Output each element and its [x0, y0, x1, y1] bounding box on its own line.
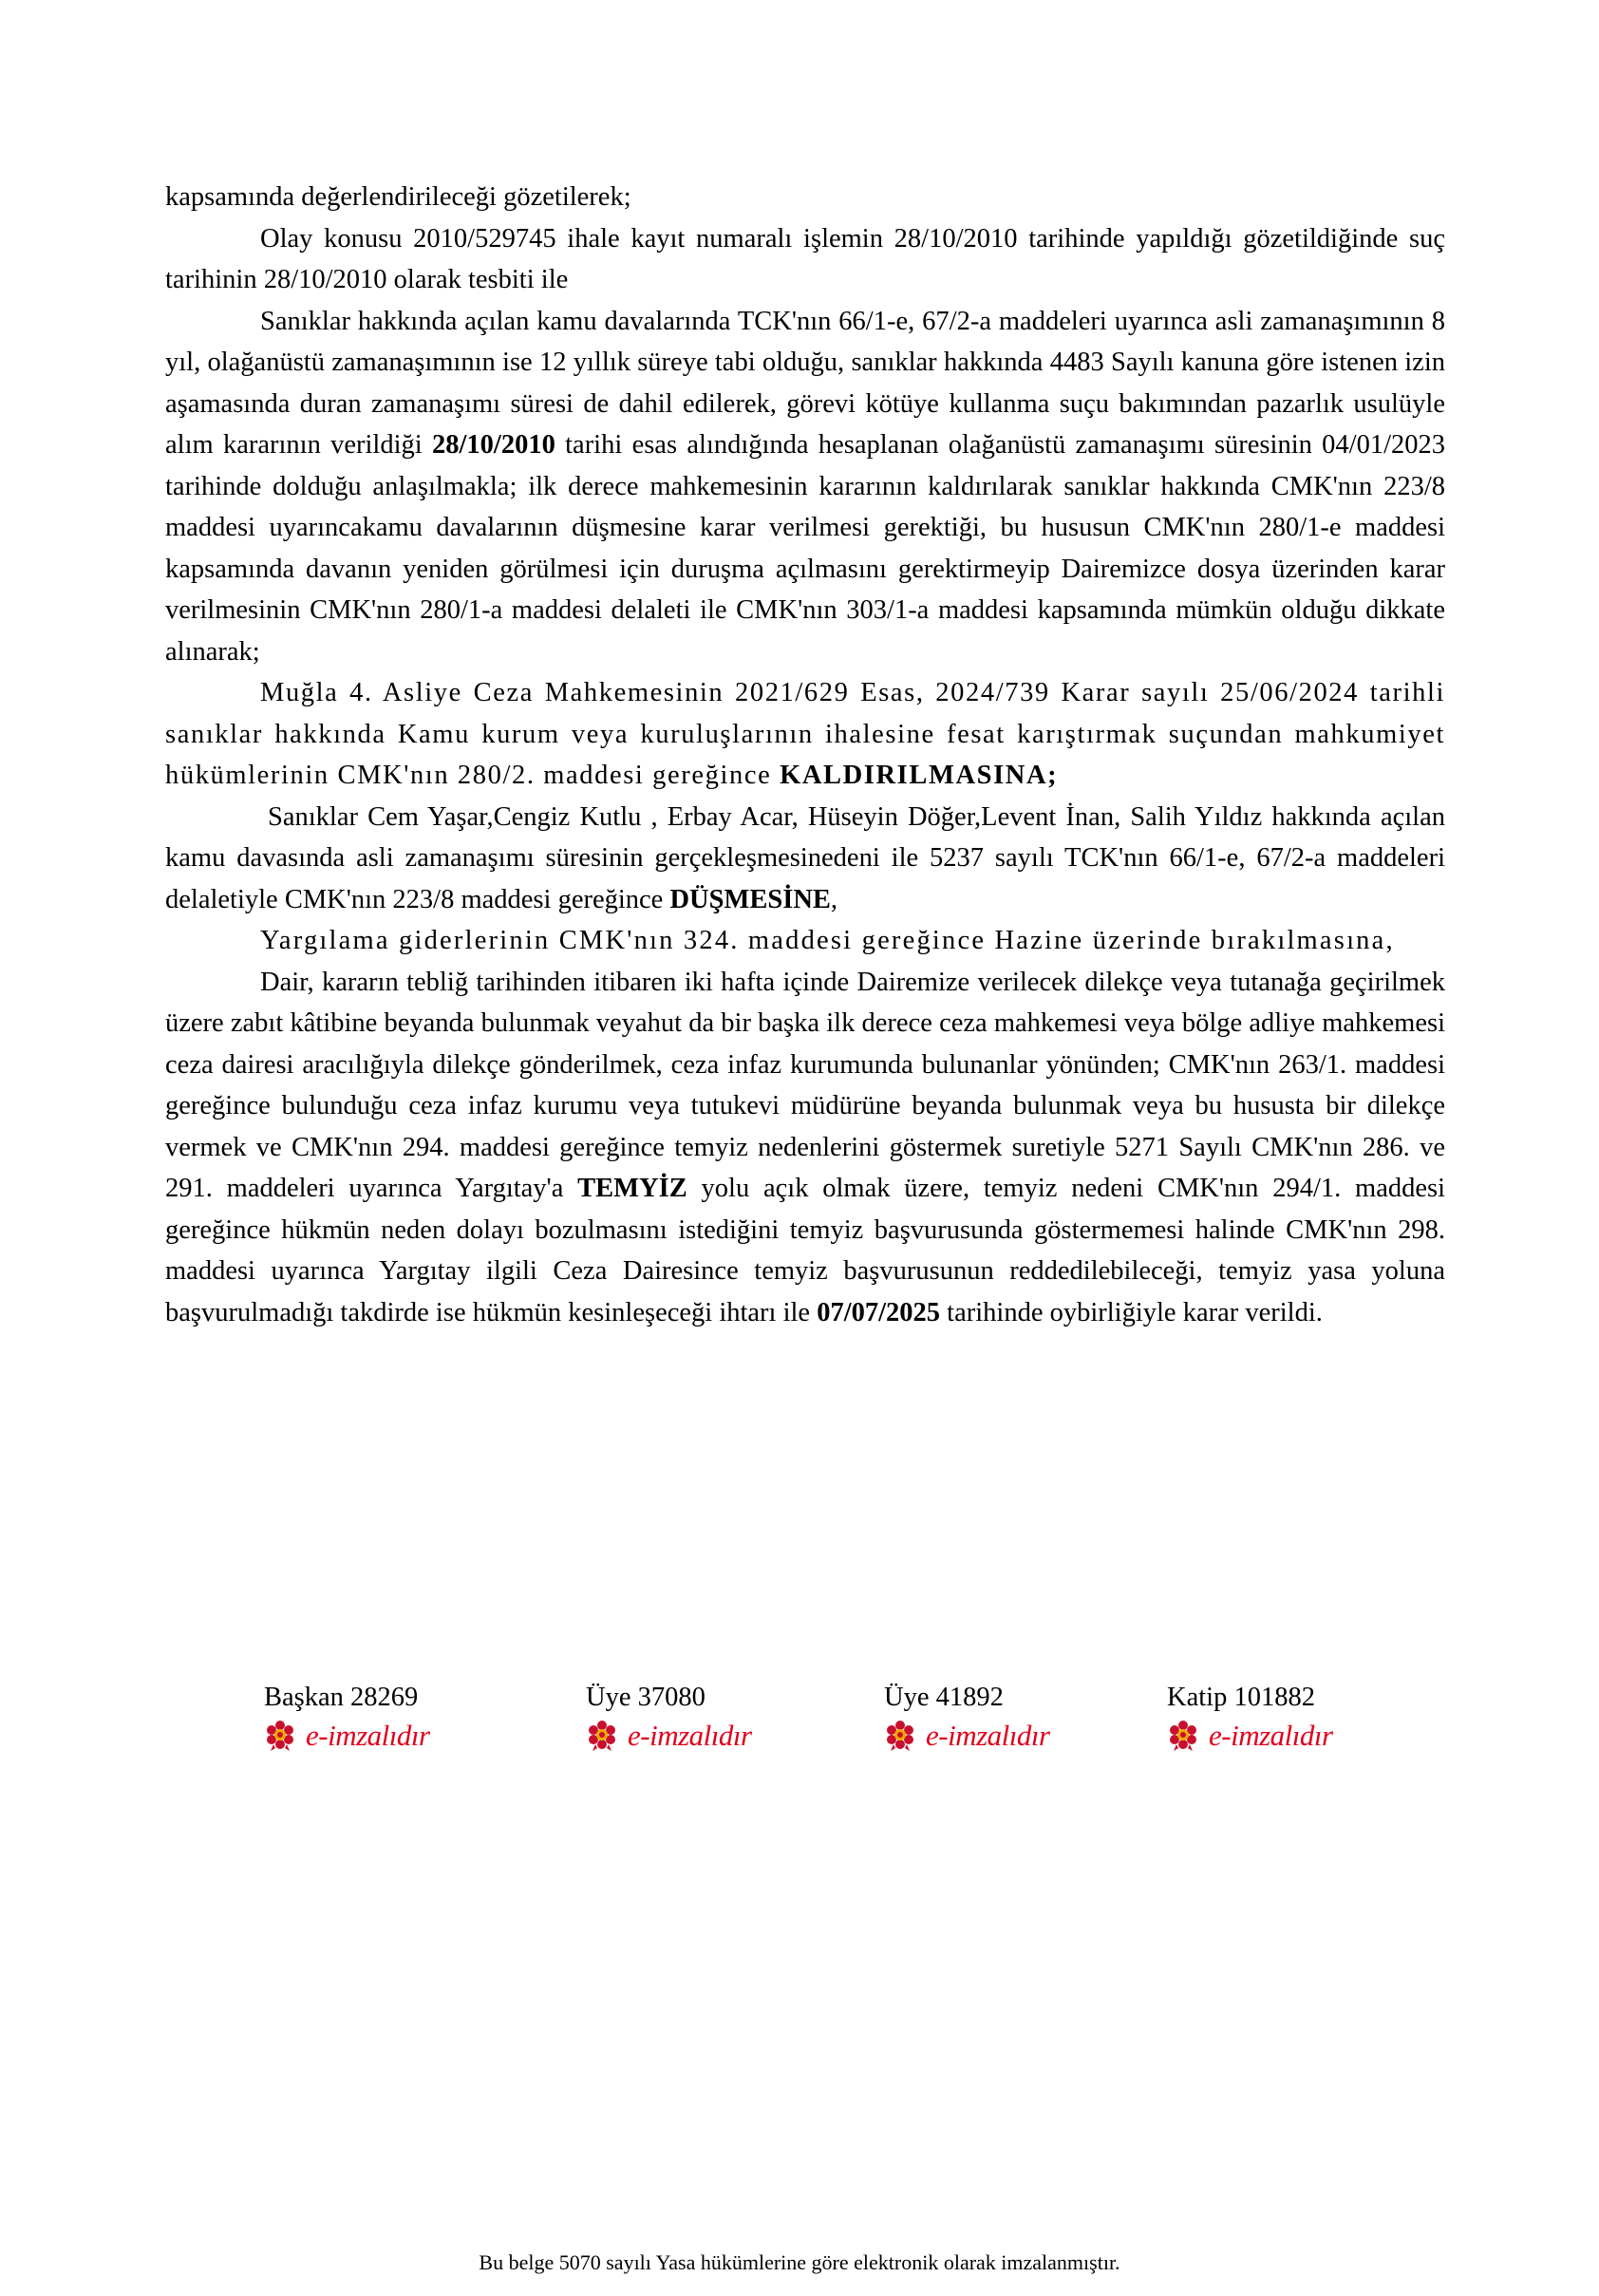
- paragraph: Muğla 4. Asliye Ceza Mahkemesinin 2021/629 Esas, 2024/739 Karar sayılı 25/06/2024 tarihli sanıklar hakkında Kamu kurum veya kuruluşlarının ihalesine fesat karıştırmak suçundan mahkumiyet hükümlerinin CMK'nın 280/2. maddesi gereğince KALDIRILMASINA;: [165, 678, 1445, 790]
- bold-date: 07/07/2025: [817, 1297, 941, 1327]
- signature-row: [0, 1679, 1599, 1774]
- signature-block: [1167, 1679, 1333, 1753]
- paragraph: Dair, kararın tebliğ tarihinden itibaren iki hafta içinde Dairemize verilecek dilekçe veya tutanağa geçirilmek üzere zabıt kâtibine beyanda bulunmak veyahut da bir başka ilk derece ceza mahkemesi veya bölge adliye mahkemesi ceza dairesi aracılığıyla dilekçe gönderilmek, ceza infaz kurumunda bulunanlar yönünden; CMK'nın 263/1. maddesi gereğince bulunduğu ceza infaz kurumu veya tutukevi müdürüne beyanda bulunmak veya bu hususta bir dilekçe vermek ve CMK'nın 294. maddesi gereğince temyiz nedenlerini göstermek suretiyle 5271 Sayılı CMK'nın 286. ve 291. maddeleri uyarınca Yargıtay'a TEMYİZ yolu açık olmak üzere, temyiz nedeni CMK'nın 294/1. maddesi gereğince hükmün neden dolayı bozulmasını istediğini temyiz başvurusunda göstermemesi halinde CMK'nın 298. maddesi uyarınca Yargıtay ilgili Ceza Dairesince temyiz başvurusunun reddedilebileceği, temyiz yasa yoluna başvurulmadığı takdirde ise hükmün kesinleşeceği ihtarı ile 07/07/2025 tarihinde oybirliğiyle karar verildi.: [165, 967, 1446, 1327]
- signature-label: e-imzalıdır: [1209, 1719, 1333, 1752]
- seal-icon: [586, 1720, 618, 1752]
- signer-title: Üye 41892: [884, 1683, 1004, 1712]
- signature-label: e-imzalıdır: [306, 1719, 430, 1752]
- signature-block: [264, 1679, 430, 1753]
- signature-label: e-imzalıdır: [628, 1719, 752, 1752]
- paragraph: Yargılama giderlerinin CMK'nın 324. maddesi gereğince Hazine üzerinde bırakılmasına,: [260, 926, 1395, 955]
- signature-block: [884, 1679, 1050, 1753]
- paragraph: Olay konusu 2010/529745 ihale kayıt numaralı işlemin 28/10/2010 tarihinde yapıldığı gözetildiğinde suç tarihinin 28/10/2010 olarak tesbiti ile: [165, 223, 1445, 294]
- paragraph: Sanıklar hakkında açılan kamu davalarında TCK'nın 66/1-e, 67/2-a maddeleri uyarınca asli zamanaşımının 8 yıl, olağanüstü zamanaşımının ise 12 yıllık süreye tabi olduğu, sanıklar hakkında 4483 Sayılı kanuna göre istenen izin aşamasında duran zamanaşımı süresi de dahil edilerek, görevi kötüye kullanma suçu bakımından pazarlık usulüyle alım kararının verildiği 28/10/2010 tarihi esas alındığında hesaplanan olağanüstü zamanaşımı süresinin 04/01/2023 tarihinde dolduğu anlaşılmakla; ilk derece mahkemesinin kararının kaldırılarak sanıklar hakkında CMK'nın 223/8 maddesi uyarıncakamu davalarının düşmesine karar verilmesi gerektiği, bu hususun CMK'nın 280/1-e maddesi kapsamında davanın yeniden görülmesi için duruşma açılmasını gerektirmeyip Dairemizce dosya üzerinden karar verilmesinin CMK'nın 280/1-a maddesi delaleti ile CMK'nın 303/1-a maddesi kapsamında mümkün olduğu dikkate alınarak;: [165, 306, 1445, 667]
- footer-note: Bu belge 5070 sayılı Yasa hükümlerine göre elektronik olarak imzalanmıştır.: [479, 2250, 1120, 2274]
- e-signature: [884, 1719, 1050, 1753]
- e-signature: [264, 1719, 430, 1753]
- seal-icon: [264, 1720, 296, 1752]
- paragraph: Sanıklar Cem Yaşar,Cengiz Kutlu , Erbay Acar, Hüseyin Döğer,Levent İnan, Salih Yıldız hakkında açılan kamu davasında asli zamanaşımı süresinin gerçekleşmesinedeni ile 5237 sayılı TCK'nın 66/1-e, 67/2-a maddeleri delaletiyle CMK'nın 223/8 maddesi gereğince DÜŞMESİNE,: [165, 801, 1445, 914]
- paragraph: kapsamında değerlendirileceği gözetilerek;: [165, 182, 631, 212]
- e-signature: [1167, 1719, 1333, 1753]
- bold-date: 28/10/2010: [431, 430, 555, 460]
- signer-title: Katip 101882: [1167, 1683, 1315, 1712]
- signature-label: e-imzalıdır: [926, 1719, 1050, 1752]
- bold-ruling: DÜŞMESİNE: [669, 884, 831, 914]
- decision-body: [165, 177, 1445, 1333]
- signature-block: [586, 1679, 752, 1753]
- bold-appeal: TEMYİZ: [577, 1174, 687, 1203]
- e-signature: [586, 1719, 752, 1753]
- signer-title: Başkan 28269: [264, 1683, 419, 1712]
- seal-icon: [884, 1720, 916, 1752]
- bold-ruling: KALDIRILMASINA;: [780, 761, 1059, 790]
- signer-title: Üye 37080: [586, 1683, 705, 1712]
- seal-icon: [1167, 1720, 1199, 1752]
